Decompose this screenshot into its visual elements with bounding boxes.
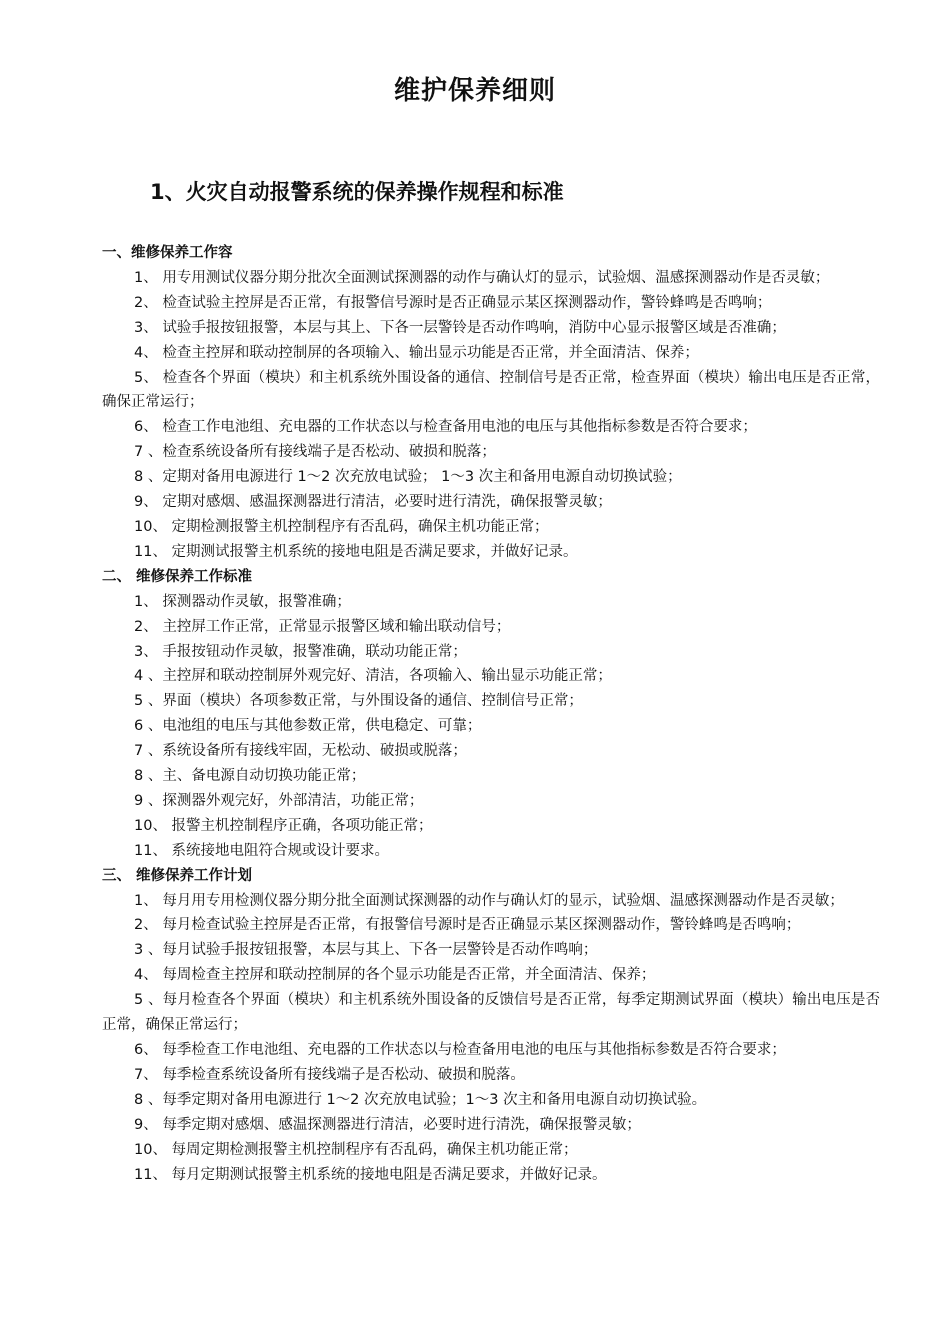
- list-item: [102, 540, 880, 565]
- list-item: [102, 341, 880, 366]
- list-item: [102, 739, 880, 764]
- list-item: [102, 291, 880, 316]
- list-item: [102, 515, 880, 540]
- section-heading: 三、 维修保养工作计划: [102, 867, 253, 884]
- list-item-text: 探测器外观完好，外部清洁，功能正常；: [162, 792, 424, 809]
- list-item-number: 2、: [134, 294, 158, 311]
- section-title: 1、火灾自动报警系统的保养操作规程和标准: [150, 180, 564, 204]
- list-item-number: 3 、: [134, 942, 163, 959]
- list-item-text: 检查工作电池组、充电器的工作状态以与检查备用电池的电压与其他指标参数是否符合要求；: [157, 419, 757, 436]
- list-item-number: 6、: [134, 1042, 158, 1058]
- list-item-number: 8 、: [134, 469, 163, 486]
- list-item-number: 8 、: [134, 1091, 163, 1108]
- list-item-text: 每季检查工作电池组、充电器的工作状态以与检查备用电池的电压与其他指标参数是否符合要求；: [157, 1042, 786, 1058]
- list-item-text: 主、备电源自动切换功能正常；: [162, 768, 366, 785]
- list-item-text: 定期对感烟、感温探测器进行清洁，必要时进行清洗，确保报警灵敏；: [157, 494, 612, 511]
- list-item-text: 检查各个界面（模块）和主机系统外围设备的通信、控制信号是否正常，检查界面（模块）输出电压是否正常，确保正常运行；: [102, 369, 880, 411]
- list-item-number: 4、: [134, 344, 158, 361]
- list-item: [102, 465, 880, 490]
- list-item-number: 3、: [134, 319, 158, 336]
- list-item-number: 2、: [134, 917, 158, 934]
- list-item-number: 8 、: [134, 768, 163, 785]
- list-item: [102, 789, 880, 814]
- list-item: [102, 963, 880, 988]
- list-item-text: 电池组的电压与其他参数正常，供电稳定、可靠；: [162, 718, 482, 735]
- list-item: [102, 1088, 880, 1113]
- list-item-number: 11、: [134, 842, 167, 859]
- list-item-text: 每季定期对感烟、感温探测器进行清洁，必要时进行清洗，确保报警灵敏；: [157, 1116, 641, 1133]
- list-item-text: 用专用测试仪器分期分批次全面测试探测器的动作与确认灯的显示，试验烟、温感探测器动作是否灵敏；: [157, 269, 830, 286]
- list-item-number: 9、: [134, 494, 158, 511]
- list-item: [102, 889, 880, 914]
- list-item-text: 试验手报按钮报警，本层与其上、下各一层警铃是否动作鸣响，消防中心显示报警区域是否准确；: [157, 319, 786, 336]
- list-item-text: 每周定期检测报警主机控制程序有否乱码，确保主机功能正常；: [166, 1141, 578, 1158]
- list-item-text: 界面（模块）各项参数正常，与外围设备的通信、控制信号正常；: [162, 693, 583, 710]
- list-item: [102, 1038, 880, 1063]
- list-item-number: 1、: [134, 892, 158, 909]
- section-heading: 一、维修保养工作容: [102, 245, 233, 261]
- list-item-text: 报警主机控制程序正确，各项功能正常；: [166, 817, 433, 834]
- list-item: [102, 640, 880, 665]
- list-item-text: 系统接地电阻符合规或设计要求。: [166, 842, 390, 859]
- list-item: [102, 615, 880, 640]
- document-title: 维护保养细则: [393, 76, 556, 106]
- list-item: [102, 590, 880, 615]
- list-item: [102, 714, 880, 739]
- list-item: [102, 490, 880, 515]
- list-item-number: 1、: [134, 593, 158, 610]
- list-item-text: 定期测试报警主机系统的接地电阻是否满足要求，并做好记录。: [166, 543, 578, 560]
- list-item-number: 10、: [134, 518, 167, 535]
- list-item: [102, 913, 880, 938]
- list-item-number: 10、: [134, 817, 167, 834]
- list-item-number: 6 、: [134, 718, 163, 735]
- list-item-text: 主控屏工作正常，正常显示报警区域和输出联动信号；: [157, 618, 511, 635]
- list-item: [102, 415, 880, 440]
- list-item: [102, 1138, 880, 1163]
- document-body: [102, 241, 880, 1187]
- list-item: [102, 366, 880, 416]
- list-item-number: 7 、: [134, 444, 163, 461]
- list-item: [102, 689, 880, 714]
- list-item-number: 10、: [134, 1141, 167, 1158]
- list-item-number: 5 、: [134, 693, 163, 710]
- list-item-text: 每季定期对备用电源进行 1～2 次充放电试验；1～3 次主和备用电源自动切换试验。: [162, 1091, 707, 1108]
- list-item-number: 2、: [134, 618, 158, 635]
- list-item-number: 11、: [134, 1166, 167, 1183]
- list-item: [102, 316, 880, 341]
- list-item-number: 11、: [134, 543, 167, 560]
- list-item-text: 每月试验手报按钮报警，本层与其上、下各一层警铃是否动作鸣响；: [162, 942, 598, 959]
- list-item: [102, 664, 880, 689]
- list-item-number: 5 、: [134, 992, 163, 1009]
- list-item-number: 4 、: [134, 668, 163, 685]
- list-item-number: 4、: [134, 967, 158, 984]
- list-item-number: 9、: [134, 1116, 158, 1133]
- list-item-text: 每月检查各个界面（模块）和主机系统外围设备的反馈信号是否正常，每季定期测试界面（模块）输出电压是否正常，确保正常运行；: [102, 992, 880, 1034]
- list-item: [102, 266, 880, 291]
- list-item: [102, 839, 880, 864]
- list-item-text: 每月检查试验主控屏是否正常，有报警信号源时是否正确显示某区探测器动作，警铃蜂鸣是否鸣响；: [157, 917, 801, 934]
- list-item-text: 系统设备所有接线牢固，无松动、破损或脱落；: [162, 743, 467, 760]
- list-item: [102, 1163, 880, 1188]
- list-item-text: 主控屏和联动控制屏外观完好、清洁，各项输入、输出显示功能正常；: [162, 668, 612, 685]
- list-item-text: 检查系统设备所有接线端子是否松动、破损和脱落；: [162, 444, 496, 461]
- list-item-text: 每周检查主控屏和联动控制屏的各个显示功能是否正常，并全面清洁、保养；: [157, 967, 656, 984]
- list-item-number: 7 、: [134, 743, 163, 760]
- list-item-text: 每月用专用检测仪器分期分批全面测试探测器的动作与确认灯的显示，试验烟、温感探测器动作是否灵敏；: [157, 892, 844, 909]
- list-item: [102, 938, 880, 963]
- list-item-text: 每季检查系统设备所有接线端子是否松动、破损和脱落。: [157, 1066, 525, 1083]
- list-item-number: 7、: [134, 1066, 158, 1083]
- list-item-text: 定期对备用电源进行 1～2 次充放电试验； 1～3 次主和备用电源自动切换试验；: [162, 469, 682, 486]
- list-item: [102, 440, 880, 465]
- list-item-number: 3、: [134, 643, 158, 660]
- list-item-number: 5、: [134, 369, 159, 386]
- list-item-text: 检查试验主控屏是否正常，有报警信号源时是否正确显示某区探测器动作，警铃蜂鸣是否鸣响；: [157, 294, 772, 311]
- list-item: [102, 814, 880, 839]
- list-item: [102, 988, 880, 1038]
- list-item: [102, 764, 880, 789]
- list-item-number: 6、: [134, 419, 158, 436]
- list-item: [102, 1113, 880, 1138]
- list-item-text: 探测器动作灵敏，报警准确；: [157, 593, 351, 610]
- list-item-text: 每月定期测试报警主机系统的接地电阻是否满足要求，并做好记录。: [166, 1166, 607, 1183]
- section-heading: 二、 维修保养工作标准: [102, 568, 253, 585]
- list-item-text: 检查主控屏和联动控制屏的各项输入、输出显示功能是否正常，并全面清洁、保养；: [157, 344, 699, 361]
- list-item-number: 1、: [134, 269, 158, 286]
- list-item-text: 定期检测报警主机控制程序有否乱码，确保主机功能正常；: [166, 518, 549, 535]
- list-item-text: 手报按钮动作灵敏，报警准确，联动功能正常；: [157, 643, 467, 660]
- list-item: [102, 1063, 880, 1088]
- list-item-number: 9 、: [134, 792, 163, 809]
